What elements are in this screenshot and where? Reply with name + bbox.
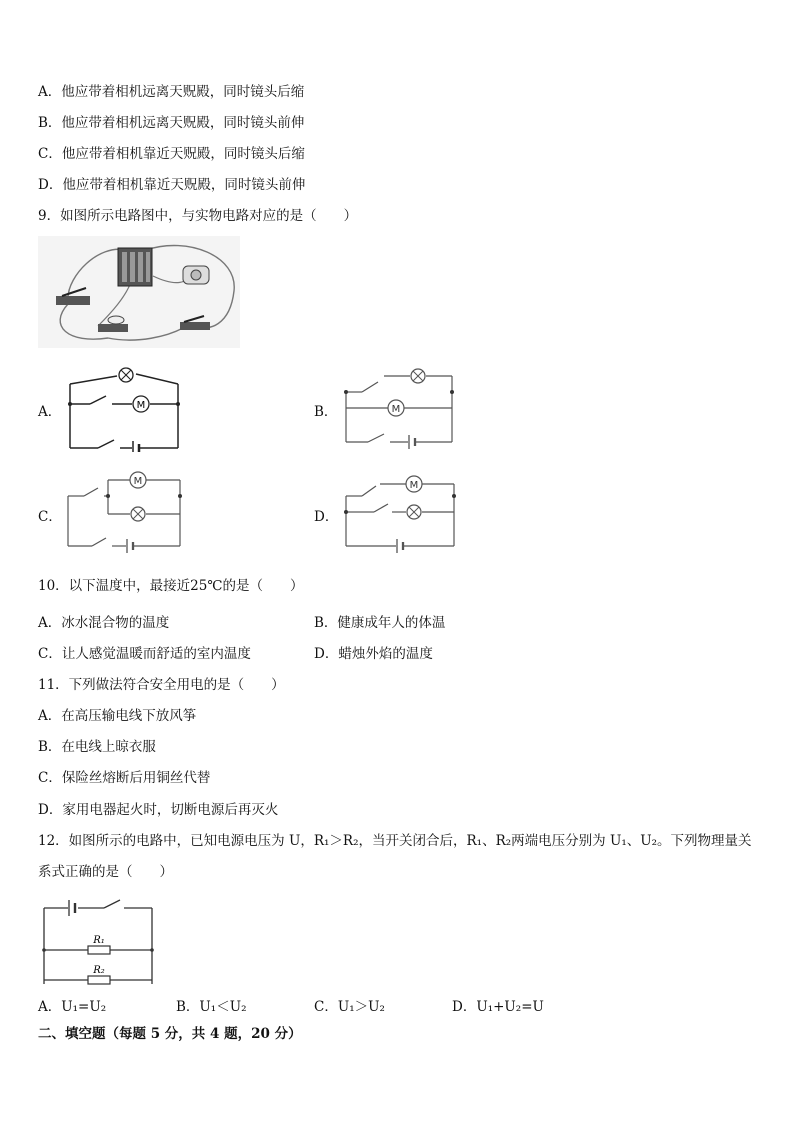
- motor-icon: [133, 396, 149, 412]
- battery-icon: [69, 900, 75, 916]
- q11-option-c: C．保险丝熔断后用铜丝代替: [38, 770, 211, 786]
- q11-option-d: D．家用电器起火时，切断电源后再灭火: [38, 802, 279, 818]
- r2-label: R₂: [93, 965, 105, 976]
- lamp-icon: [131, 507, 145, 521]
- resistor-r2: [88, 976, 110, 984]
- q8-option-a: A．他应带着相机远离天贶殿，同时镜头后缩: [38, 84, 305, 100]
- svg-text:M: M: [391, 404, 401, 415]
- q10-option-a: A．冰水混合物的温度: [38, 615, 170, 631]
- q9-circuit-b: [338, 364, 458, 452]
- battery-pack-icon: [118, 248, 152, 286]
- q10-stem: 10．以下温度中，最接近25℃的是（ ）: [38, 578, 304, 594]
- q9-circuit-d: [338, 468, 466, 556]
- q9-option-b-label: B．: [314, 404, 338, 420]
- q9-option-c-label: C．: [38, 509, 62, 525]
- q9-option-d-label: D．: [314, 509, 339, 525]
- battery-icon: [397, 539, 403, 553]
- section-header-fill-in: 二、填空题（每题 5 分，共 4 题，20 分）: [38, 1026, 302, 1042]
- q8-option-c: C．他应带着相机靠近天贶殿，同时镜头后缩: [38, 146, 305, 162]
- svg-text:M: M: [133, 476, 143, 487]
- q11-stem: 11．下列做法符合安全用电的是（ ）: [38, 677, 285, 693]
- q9-option-a-label: A．: [38, 404, 62, 420]
- q12-option-b: B．U₁＜U₂: [176, 999, 247, 1015]
- motor-icon: [388, 400, 404, 416]
- q10-option-d: D．蜡烛外焰的温度: [314, 646, 433, 662]
- svg-text:M: M: [136, 400, 146, 411]
- resistor-r1: [88, 946, 110, 954]
- battery-icon: [127, 539, 133, 553]
- q9-stem: 9．如图所示电路图中，与实物电路对应的是（ ）: [38, 208, 358, 224]
- q11-option-a: A．在高压输电线下放风筝: [38, 708, 197, 724]
- lamp-icon: [119, 368, 133, 382]
- q8-option-b: B．他应带着相机远离天贶殿，同时镜头前伸: [38, 115, 305, 131]
- q8-option-d: D．他应带着相机靠近天贶殿，同时镜头前伸: [38, 177, 306, 193]
- lamp-icon: [411, 369, 425, 383]
- q10-option-b: B．健康成年人的体温: [314, 615, 446, 631]
- q9-circuit-c: [62, 468, 186, 556]
- q12-option-c: C．U₁＞U₂: [314, 999, 385, 1015]
- svg-text:M: M: [409, 480, 419, 491]
- q12-option-d: D．U₁+U₂=U: [452, 999, 544, 1015]
- q12-stem-line1: 12．如图所示的电路中，已知电源电压为 U，R₁＞R₂，当开关闭合后，R₁、R₂两端电压分别为 U₁、U₂。下列物理量关: [38, 833, 752, 849]
- motor-icon: [406, 476, 422, 492]
- battery-icon: [133, 441, 139, 452]
- motor-photo-icon: [183, 266, 209, 284]
- physical-circuit-figure: [38, 236, 240, 348]
- battery-icon: [409, 435, 415, 449]
- motor-icon: [130, 472, 146, 488]
- q9-circuit-a: [62, 364, 186, 452]
- lamp-icon: [407, 505, 421, 519]
- q12-stem-line2: 系式正确的是（ ）: [38, 864, 173, 880]
- r1-label: R₁: [93, 935, 105, 946]
- q11-option-b: B．在电线上晾衣服: [38, 739, 156, 755]
- q12-option-a: A．U₁=U₂: [38, 999, 107, 1015]
- q10-option-c: C．让人感觉温暖而舒适的室内温度: [38, 646, 251, 662]
- q12-circuit-figure: [40, 896, 156, 986]
